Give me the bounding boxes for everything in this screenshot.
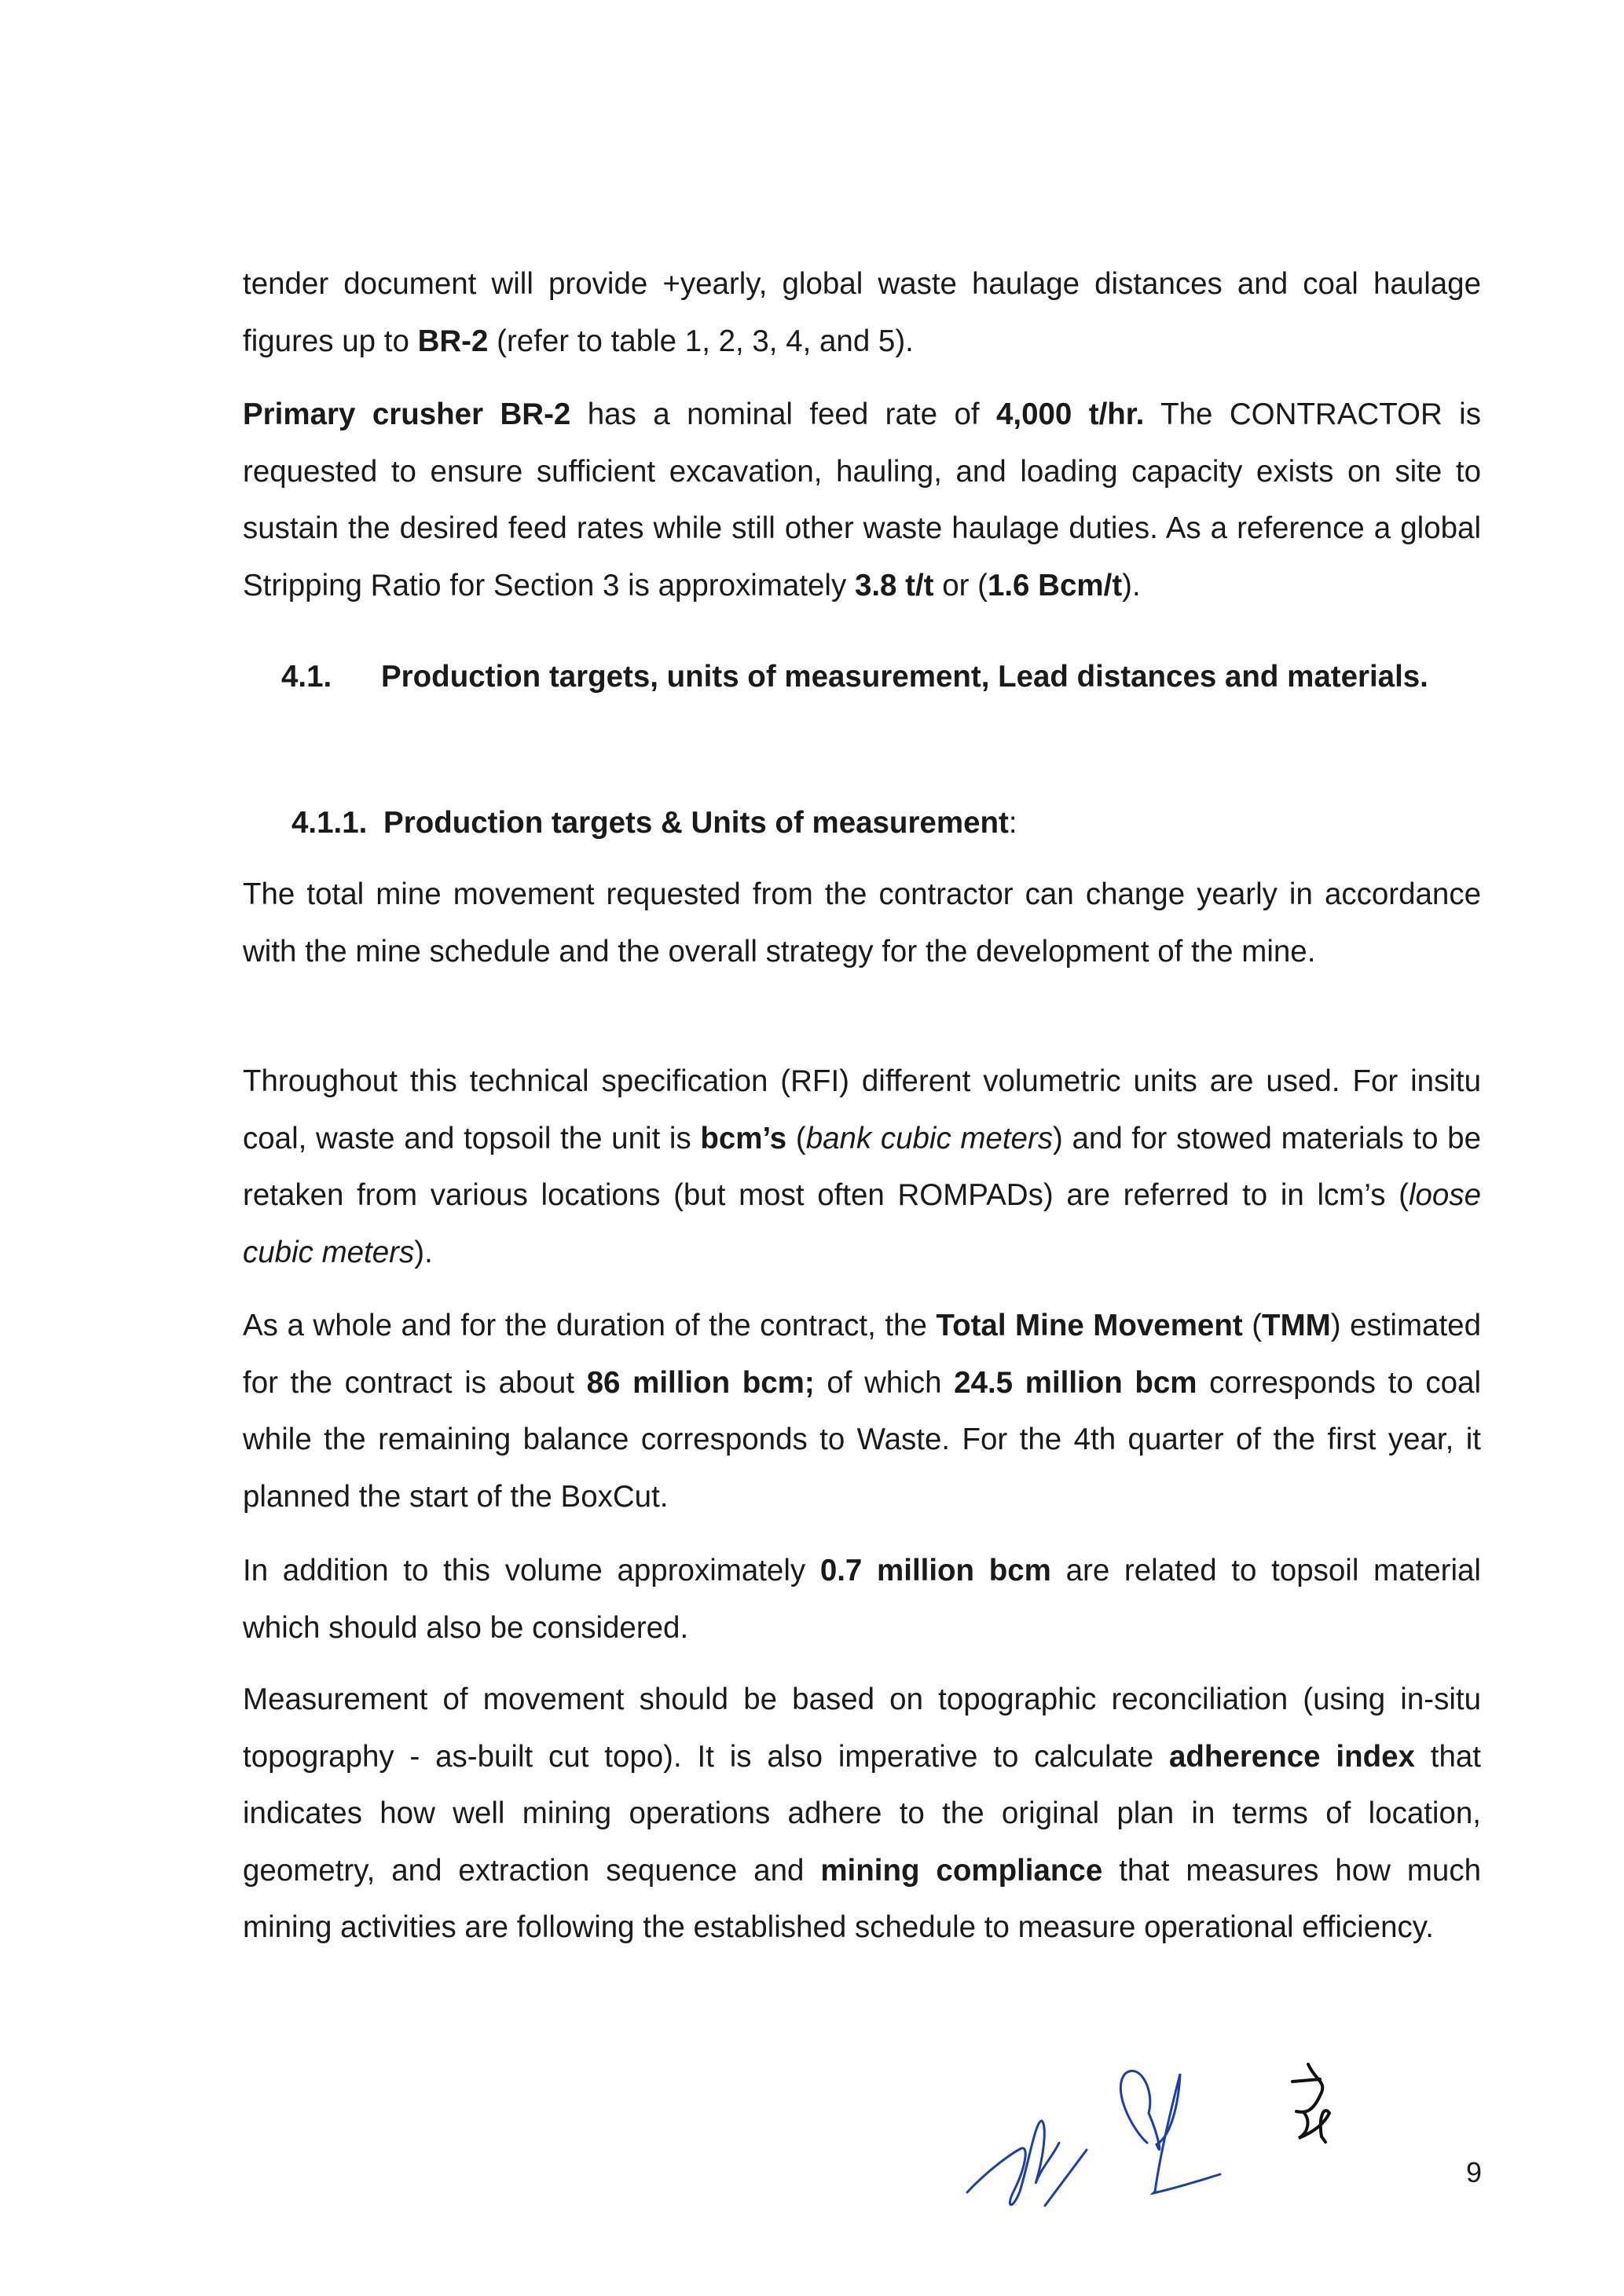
- text-segment: or (: [933, 568, 988, 602]
- text-segment: The total mine movement requested from the contractor can change yearly in accordance with the mine schedule and the overall strategy for the development of the mine.: [243, 877, 1481, 969]
- section-title: Production targets & Units of measurement: [383, 806, 1009, 840]
- page-number: 9: [1466, 2156, 1483, 2188]
- signature-1: [967, 2121, 1087, 2206]
- paragraph-volumetric-units: [243, 1053, 1481, 1281]
- text-segment: (: [786, 1121, 806, 1155]
- text-segment: are related to topsoil material which should also be considered.: [243, 1554, 1481, 1645]
- bold-text: Primary crusher BR-2: [243, 397, 571, 431]
- bold-text: 0.7 million bcm: [819, 1554, 1051, 1587]
- bold-text: mining compliance: [820, 1853, 1103, 1888]
- text-segment: ) and for stowed materials to be retaken from various locations (but most often ROMPADs) are referred to in lcm’s (: [243, 1121, 1482, 1213]
- initials: [1292, 2064, 1329, 2142]
- signature-2: [1120, 2071, 1220, 2193]
- text-segment: ).: [414, 1235, 433, 1269]
- italic-text: bank cubic meters: [805, 1121, 1054, 1155]
- text-segment: that indicates how well mining operations adhere to the original plan in terms of location, geometry, and extraction sequence and: [243, 1739, 1481, 1888]
- bold-text: BR-2: [417, 324, 489, 358]
- bold-text: bcm’s: [700, 1121, 787, 1155]
- bold-text: 3.8 t/t: [854, 568, 934, 602]
- paragraph-haulage: [243, 256, 1481, 370]
- bold-text: 24.5 million bcm: [954, 1365, 1197, 1400]
- bold-text: 4,000 t/hr.: [995, 397, 1145, 431]
- paragraph-measurement: [243, 1672, 1481, 1957]
- text-segment: tender document will provide +yearly, global waste haulage distances and coal haulage figures up to: [243, 267, 1481, 358]
- bold-text: TMM: [1262, 1309, 1331, 1342]
- section-title: Production targets, units of measurement, Lead distances and materials.: [381, 660, 1428, 694]
- section-number: 4.1.1.: [291, 806, 368, 840]
- text-segment: that measures how much mining activities are following the established schedule to measure operational efficiency.: [243, 1853, 1481, 1945]
- text-segment: (: [1242, 1309, 1263, 1342]
- text-segment: In addition to this volume approximately: [243, 1554, 820, 1587]
- italic-text: loose cubic meters: [243, 1178, 1481, 1269]
- bold-text: 86 million bcm;: [586, 1365, 815, 1400]
- text-segment: Throughout this technical specification (RFI) different volumetric units are used. For insitu coal, waste and topsoil the unit is: [243, 1064, 1481, 1155]
- text-segment: (refer to table 1, 2, 3, 4, and 5).: [488, 324, 914, 358]
- bold-text: Total Mine Movement: [936, 1309, 1243, 1342]
- text-segment: corresponds to coal while the remaining balance corresponds to Waste. For the 4th quarter of the first year, it planned the start of the BoxCut.: [243, 1365, 1481, 1514]
- text-segment: The CONTRACTOR is requested to ensure sufficient excavation, hauling, and loading capacity exists on site to sustain the desired feed rates while still other waste haulage duties. As a reference a global Stripping Ratio for Section 3 is approximately: [243, 397, 1481, 602]
- paragraph-total-mine-movement: [243, 866, 1481, 980]
- paragraph-topsoil: [243, 1543, 1481, 1657]
- bold-text: adherence index: [1168, 1739, 1415, 1774]
- text-segment: has a nominal feed rate of: [570, 397, 996, 431]
- text-segment: ) estimated for the contract is about: [243, 1309, 1481, 1400]
- bold-text: 1.6 Bcm/t: [987, 568, 1123, 602]
- text-segment: Measurement of movement should be based on topographic reconciliation (using in-situ topography - as-built cut topo). It is also imperative to calculate: [243, 1683, 1481, 1774]
- text-segment: of which: [814, 1365, 955, 1400]
- text-segment: As a whole and for the duration of the contract, the: [243, 1309, 937, 1342]
- section-number: 4.1.: [281, 660, 332, 694]
- section-title-colon: :: [1008, 806, 1017, 840]
- section-heading-4-1-1: [291, 795, 1017, 852]
- paragraph-primary-crusher: [243, 386, 1481, 614]
- paragraph-tmm: [243, 1298, 1481, 1525]
- text-segment: ).: [1122, 568, 1141, 602]
